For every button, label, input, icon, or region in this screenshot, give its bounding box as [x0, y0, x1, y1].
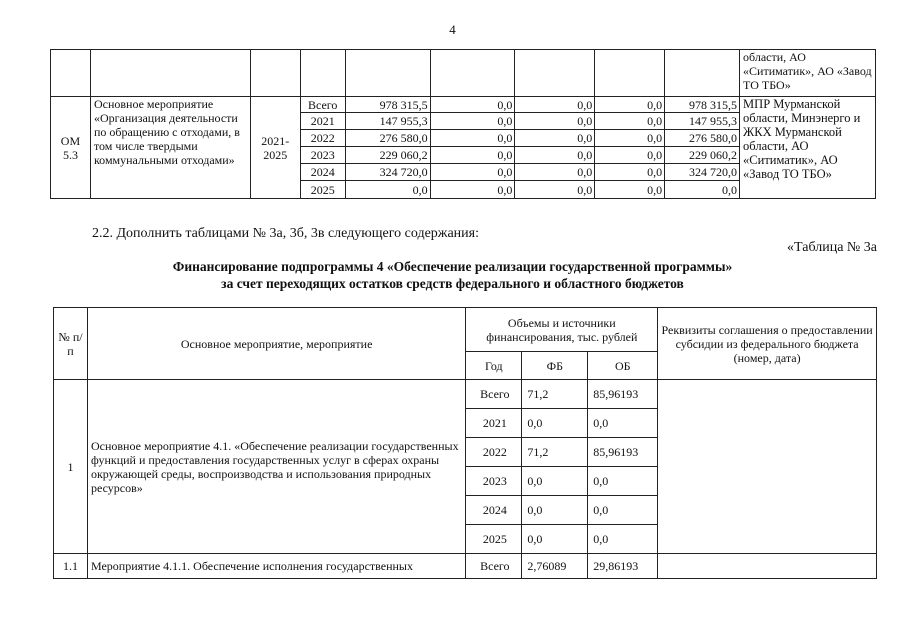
value-cell: 0,0 [430, 181, 515, 199]
year-cell: 2022 [466, 438, 522, 467]
value-cell: 147 955,3 [345, 113, 430, 130]
activity-code: ОМ 5.3 [51, 97, 91, 199]
header-num: № п/п [54, 308, 88, 380]
value-cell: 276 580,0 [345, 130, 430, 147]
activity-name: Основное мероприятие 4.1. «Обеспечение реализации государственных функций и предоставления государственных услуг в сферах охраны окружающей среды, воспроизводства и использования природных ресурсов» [87, 380, 465, 554]
value-cell: 0,0 [430, 97, 515, 113]
value-cell: 0,0 [515, 97, 595, 113]
year-cell: Всего [466, 380, 522, 409]
row-num: 1.1 [54, 554, 88, 579]
value-cell: 229 060,2 [665, 147, 740, 164]
year-cell: 2023 [300, 147, 345, 164]
value-cell: 147 955,3 [665, 113, 740, 130]
value-cell: 229 060,2 [345, 147, 430, 164]
value-cell: 0,0 [595, 181, 665, 199]
year-cell: 2021 [466, 409, 522, 438]
value-cell: 276 580,0 [665, 130, 740, 147]
value-cell: 0,0 [345, 181, 430, 199]
table-row [54, 380, 877, 409]
fb-cell: 0,0 [522, 496, 588, 525]
activity-name: Основное мероприятие «Организация деятельности по обращению с отходами, в том числе твердыми коммунальными отходами» [90, 97, 250, 199]
requisites-cell [658, 380, 877, 554]
year-cell: 2022 [300, 130, 345, 147]
header-ob: ОБ [588, 352, 658, 380]
value-cell: 978 315,5 [345, 97, 430, 113]
value-cell: 0,0 [665, 181, 740, 199]
value-cell: 324 720,0 [345, 164, 430, 181]
fb-cell: 0,0 [522, 409, 588, 438]
fb-cell: 2,76089 [522, 554, 588, 579]
value-cell: 0,0 [430, 164, 515, 181]
value-cell: 0,0 [515, 164, 595, 181]
table-label: «Таблица № 3а [787, 240, 877, 255]
year-cell: 2021 [300, 113, 345, 130]
fb-cell: 71,2 [522, 380, 588, 409]
header-fb: ФБ [522, 352, 588, 380]
performer-cell: МПР Мурманской области, Минэнерго и ЖКХ Мурманской области, АО «Ситиматик», АО «Завод ТО ТБО» [740, 97, 876, 199]
value-cell: 978 315,5 [665, 97, 740, 113]
activity-period: 2021-2025 [250, 97, 300, 199]
value-cell: 0,0 [595, 97, 665, 113]
value-cell: 0,0 [595, 130, 665, 147]
year-cell: 2023 [466, 467, 522, 496]
ob-cell: 85,96193 [588, 438, 658, 467]
ob-cell: 29,86193 [588, 554, 658, 579]
performer-cell: области, АО «Ситиматик», АО «Завод ТО ТБО» [740, 50, 876, 97]
table-heading-line-2: за счет переходящих остатков средств федерального и областного бюджетов [221, 276, 684, 291]
value-cell: 324 720,0 [665, 164, 740, 181]
ob-cell: 0,0 [588, 496, 658, 525]
table-row [51, 97, 876, 113]
table-row [54, 554, 877, 579]
activity-name: Мероприятие 4.1.1. Обеспечение исполнения государственных [87, 554, 465, 579]
year-cell: 2024 [466, 496, 522, 525]
value-cell: 0,0 [595, 113, 665, 130]
value-cell: 0,0 [515, 147, 595, 164]
value-cell: 0,0 [595, 147, 665, 164]
fb-cell: 0,0 [522, 525, 588, 554]
financing-table-3a [53, 307, 877, 579]
year-cell: Всего [466, 554, 522, 579]
page-number: 4 [449, 22, 456, 37]
value-cell: 0,0 [515, 181, 595, 199]
table-row [51, 50, 876, 97]
row-num: 1 [54, 380, 88, 554]
subprogram-table-fragment [50, 49, 876, 199]
fb-cell: 0,0 [522, 467, 588, 496]
ob-cell: 0,0 [588, 409, 658, 438]
value-cell: 0,0 [430, 113, 515, 130]
ob-cell: 0,0 [588, 467, 658, 496]
value-cell: 0,0 [430, 130, 515, 147]
header-volumes: Объемы и источники финансирования, тыс. рублей [466, 308, 658, 352]
header-activity: Основное мероприятие, мероприятие [87, 308, 465, 380]
year-cell: Всего [300, 97, 345, 113]
fb-cell: 71,2 [522, 438, 588, 467]
table-heading-line-1: Финансирование подпрограммы 4 «Обеспечение реализации государственной программы» [172, 259, 733, 274]
year-cell: 2025 [466, 525, 522, 554]
value-cell: 0,0 [515, 130, 595, 147]
requisites-cell [658, 554, 877, 579]
value-cell: 0,0 [430, 147, 515, 164]
ob-cell: 85,96193 [588, 380, 658, 409]
table-header-row [54, 308, 877, 352]
header-year: Год [466, 352, 522, 380]
year-cell: 2025 [300, 181, 345, 199]
ob-cell: 0,0 [588, 525, 658, 554]
header-requisites: Реквизиты соглашения о предоставлении субсидии из федерального бюджета (номер, дата) [658, 308, 877, 380]
value-cell: 0,0 [595, 164, 665, 181]
value-cell: 0,0 [515, 113, 595, 130]
year-cell: 2024 [300, 164, 345, 181]
paragraph-2-2: 2.2. Дополнить таблицами № 3а, 3б, 3в следующего содержания: [92, 226, 479, 241]
